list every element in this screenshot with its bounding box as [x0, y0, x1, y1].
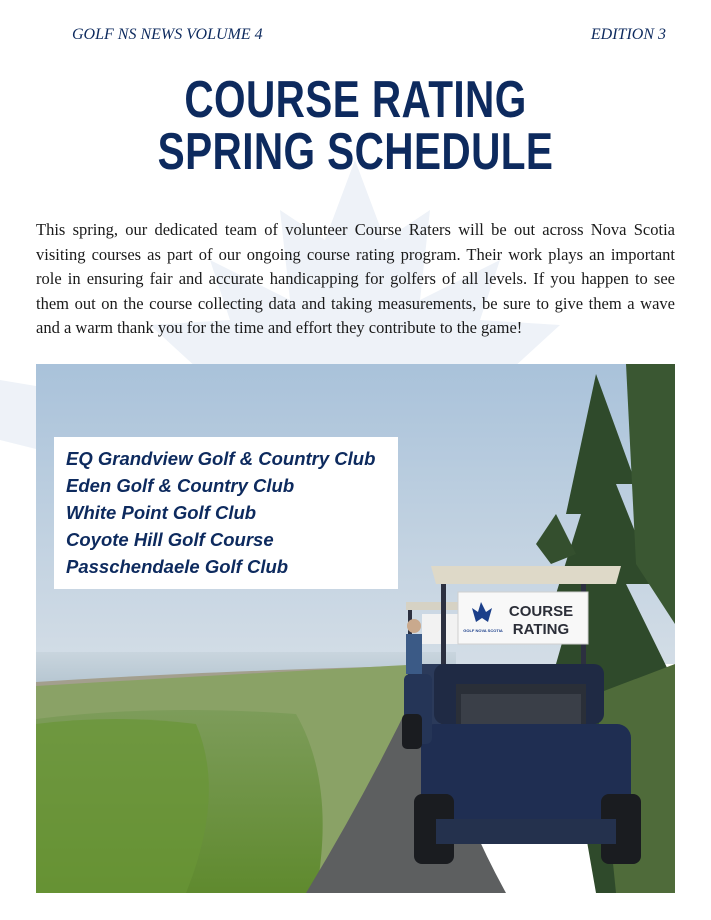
cart-sign-line-1: COURSE: [508, 603, 574, 620]
edition-label: EDITION 3: [590, 26, 666, 43]
course-item: Eden Golf & Country Club: [66, 475, 295, 496]
intro-paragraph: This spring, our dedicated team of volunteer Course Raters will be out across Nova Scotia visiting courses as part of our ongoing course rating program. Their work plays an important role in ensuring fair and accurate handicapping for golfers of all levels. If you happen to see them out on the course collecting data and taking measurements, be sure to give them a wave and a warm thank you for the time and effort they contribute to the game!: [36, 220, 675, 337]
course-item: Coyote Hill Golf Course: [66, 529, 274, 550]
newsletter-header: [0, 26, 711, 48]
course-list: [66, 445, 398, 580]
title-line-2: SPRING SCHEDULE: [157, 123, 554, 181]
course-list-box: [54, 437, 398, 589]
course-item: White Point Golf Club: [66, 502, 257, 523]
course-item: EQ Grandview Golf & Country Club: [66, 448, 376, 469]
course-item: Passchendaele Golf Club: [66, 556, 289, 577]
page-title: [78, 71, 633, 181]
volume-label: GOLF NS NEWS VOLUME 4: [72, 26, 263, 43]
cart-sign-logo-text: GOLF NOVA SCOTIA: [463, 628, 503, 633]
cart-sign-line-2: RATING: [512, 621, 570, 638]
title-line-1: COURSE RATING: [184, 71, 527, 129]
